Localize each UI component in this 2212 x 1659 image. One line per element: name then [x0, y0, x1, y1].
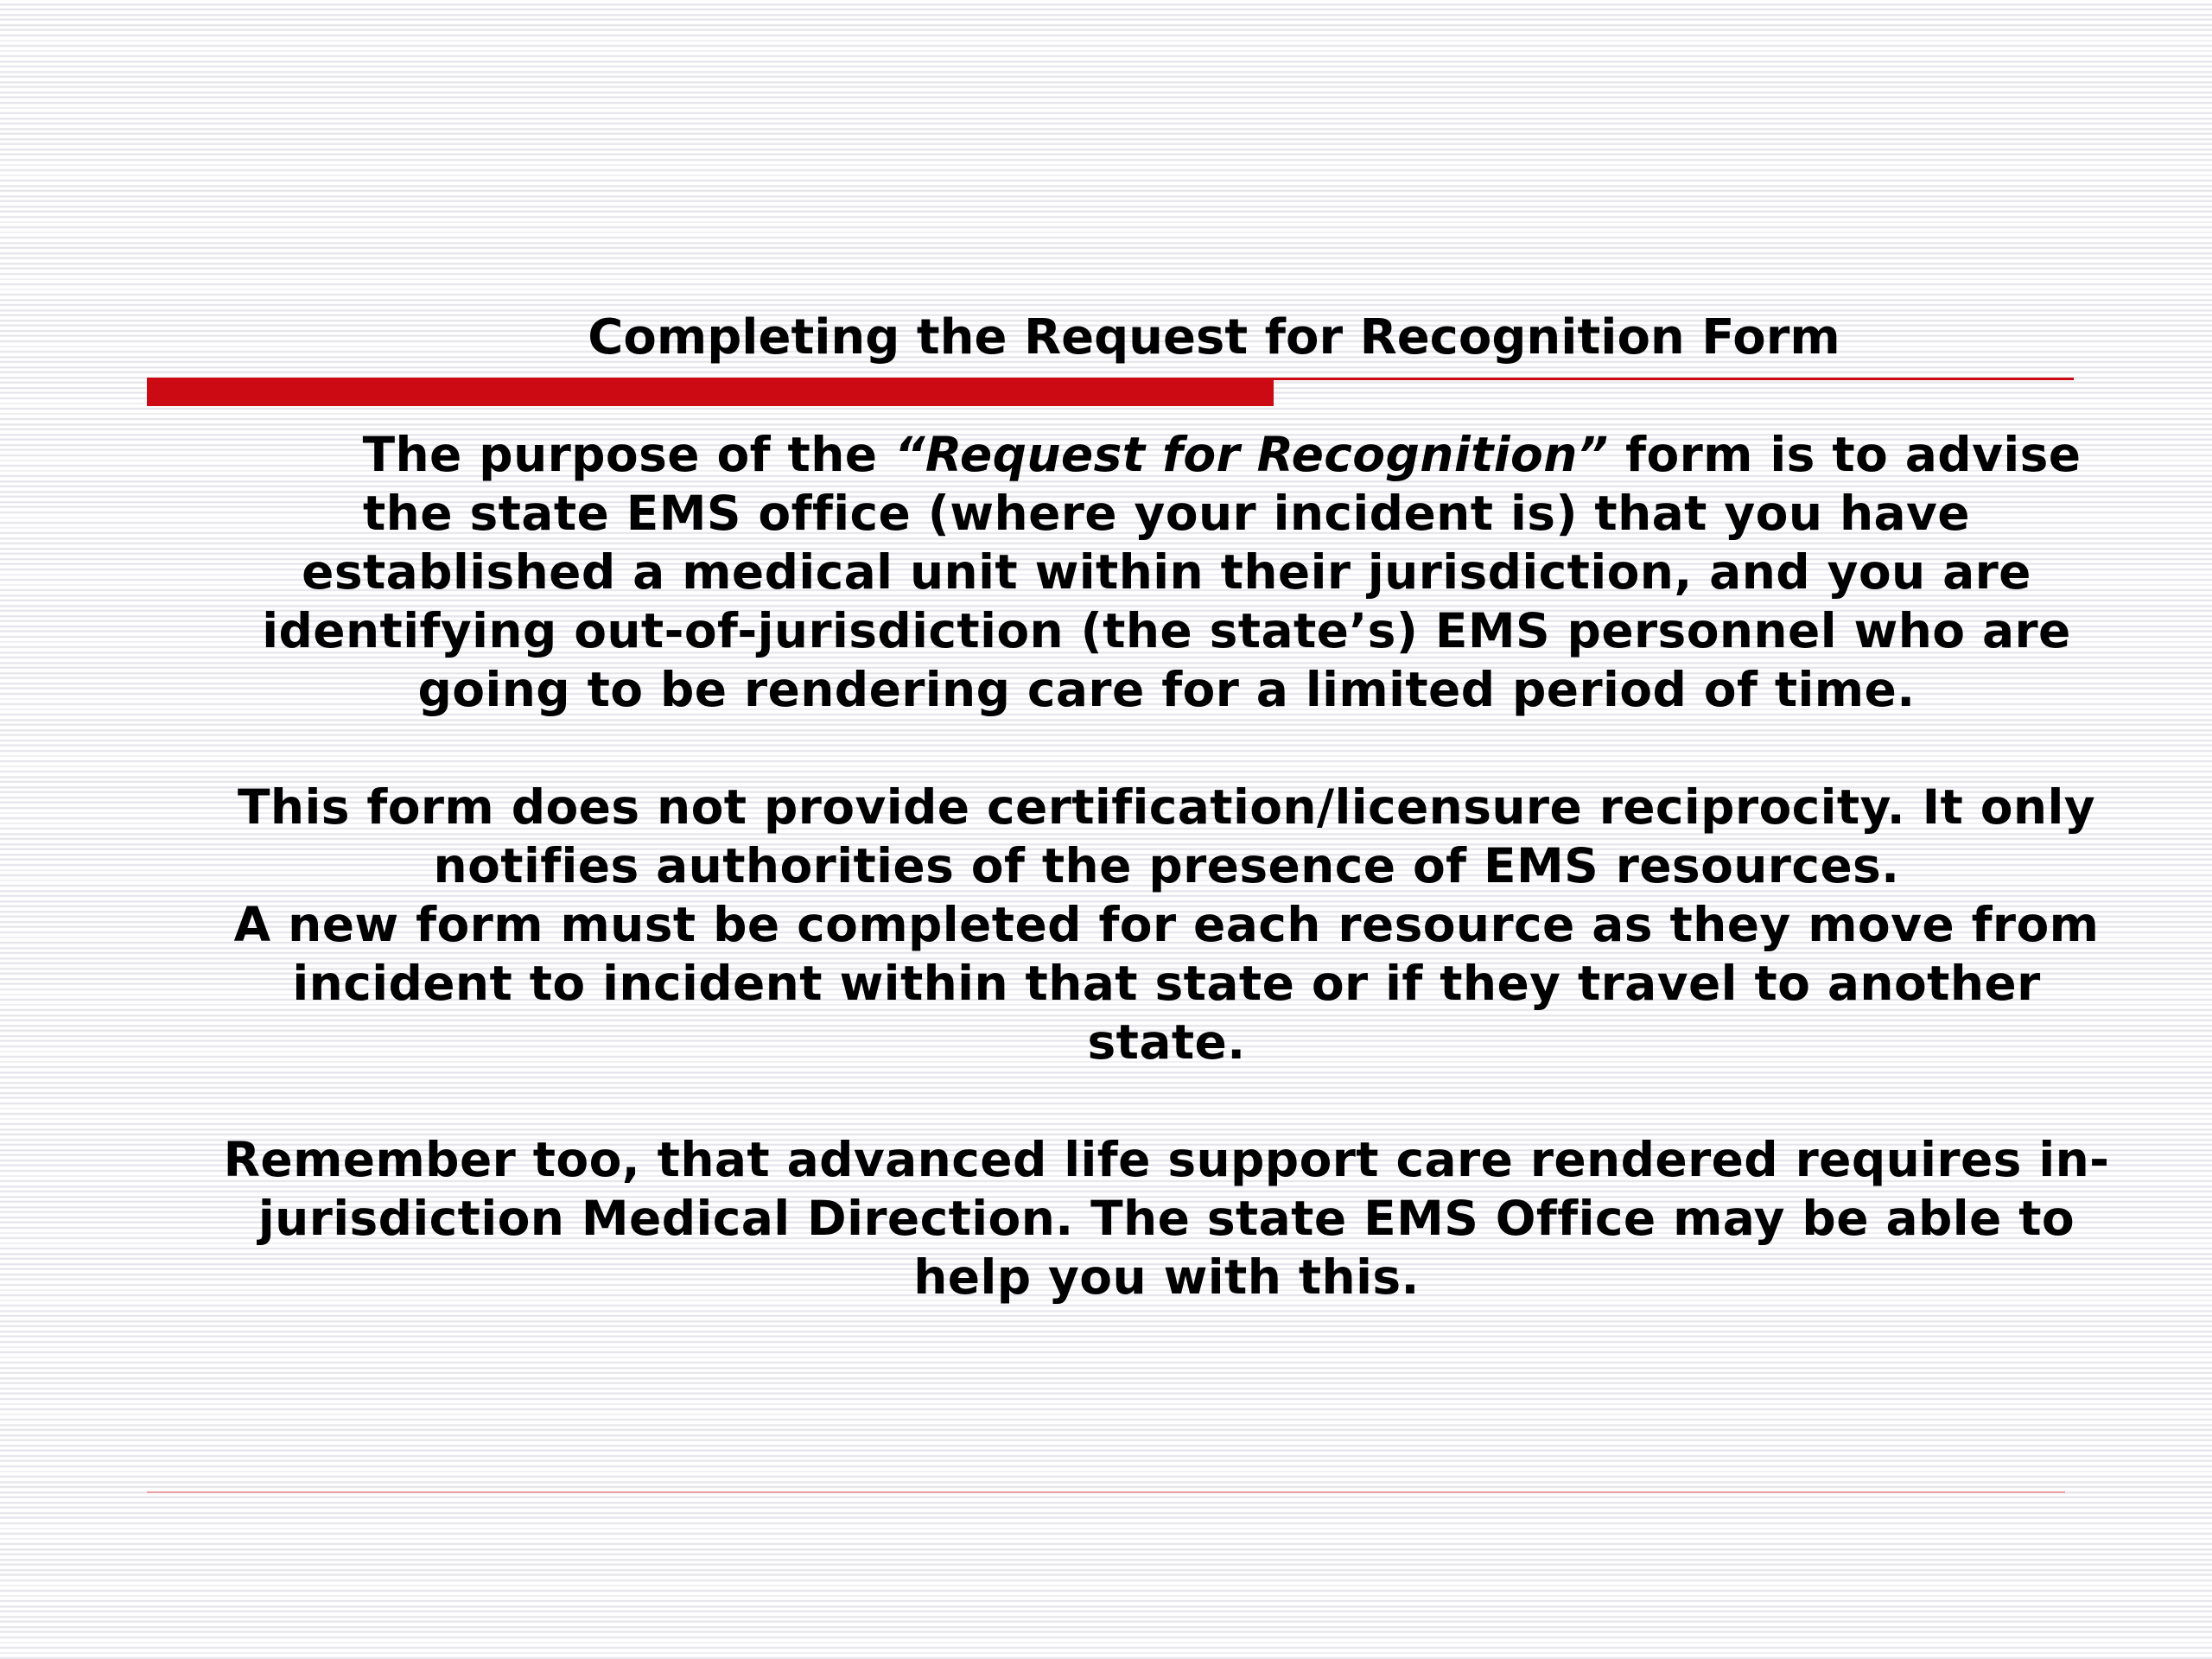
paragraph-purpose-prefix: The purpose of the [362, 427, 895, 482]
form-name-emphasis: “Request for Recognition” [894, 427, 1609, 482]
paragraph-medical-direction: Remember too, that advanced life support care rendered requires in-jurisdiction Medical Direction. The state EMS Office may be able to help you with this. [223, 1132, 2110, 1305]
paragraph-purpose [216, 425, 2117, 719]
slide-title: Completing the Request for Recognition Form [588, 309, 1840, 365]
footer-divider [147, 1491, 2065, 1493]
title-underline-thin [1274, 378, 2074, 380]
paragraph-purpose-suffix: form is to advise the state EMS office (where your incident is) that you have established a medical unit within their jurisdiction, and you are identifying out-of-jurisdiction (the state’s) EMS personnel who are going to be rendering care for a limited period of time. [262, 427, 2082, 717]
slide-body [216, 425, 2117, 1306]
title-underline-thick [147, 378, 1274, 406]
paragraph-new-form: A new form must be completed for each resource as they move from incident to incident within that state or if they travel to another state. [233, 897, 2100, 1070]
paragraph-reciprocity: This form does not provide certification/licensure reciprocity. It only notifies authorities of the presence of EMS resources. [237, 779, 2095, 893]
